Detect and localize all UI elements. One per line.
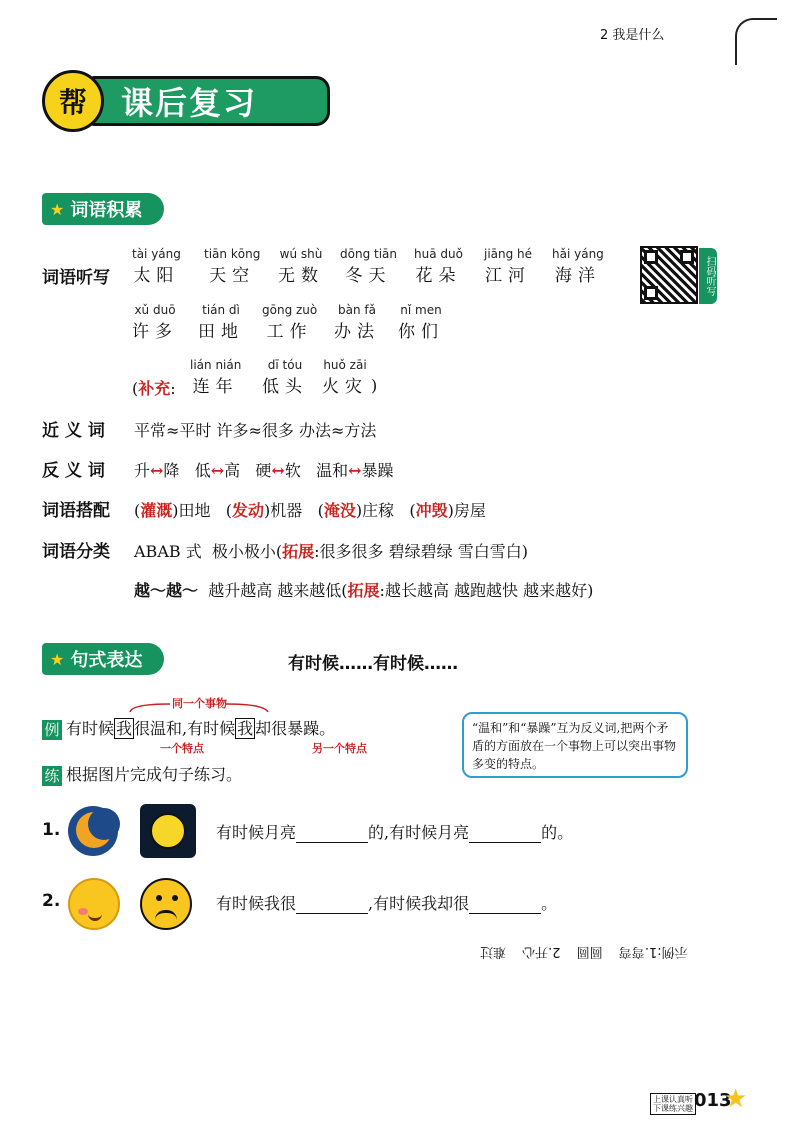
word-item: huǒ zāi 火灾 [322,358,368,397]
sentence-section-title: 句式表达 [70,650,143,671]
vocab-section-tag [42,193,164,225]
word-item: tián dì 田地 [198,303,244,342]
word-item: dī tóu 低头 [262,358,308,397]
answer-blank[interactable] [296,826,368,843]
page-number: 013 [694,1090,732,1111]
collocation-row: (灌溉)田地 (发动)机器 (淹没)庄稼 (冲毁)房屋 [134,501,486,520]
annotation-one-feature: 一个特点 [160,742,204,755]
star-mascot-icon: ★ [724,1084,748,1114]
sentence-pattern: 有时候……有时候…… [288,654,458,674]
word-item: xǔ duō 许多 [132,303,178,342]
note-bubble: “温和”和“暴躁”互为反义词,把两个矛盾的方面放在一个事物上可以突出事物多变的特点。 [462,712,688,778]
word-item: huā duǒ 花朵 [414,247,463,286]
supplement-open: (补充: [132,379,176,398]
star-icon: ★ [50,649,65,669]
practice-line: 练 根据图片完成句子练习。 [42,762,242,786]
crescent-moon-icon [68,806,118,856]
listening-label: 词语听写 [42,268,110,288]
chapter-title: 2 我是什么 [600,28,665,43]
collocation-label: 词语搭配 [42,501,110,521]
sad-face-icon [140,878,192,930]
word-item: bàn fǎ 办法 [334,303,380,342]
synonyms-label: 近 义 词 [42,421,105,441]
annotation-arrow [118,700,278,714]
full-moon-icon [140,804,196,858]
annotation-another-feature: 另一个特点 [312,742,367,755]
star-icon: ★ [50,199,65,219]
qr-tag: 扫码听写 [699,248,717,304]
synonyms-text: 平常≈平时 许多≈很多 办法≈方法 [134,421,377,440]
classification-abab-row: ABAB 式 极小极小(拓展:很多很多 碧绿碧绿 雪白雪白) [134,542,528,561]
question-2-number: 2. [42,891,61,911]
antonyms-row: 升↔降 低↔高 硬↔软 温和↔暴躁 [134,461,394,480]
footer-motto: 上课认真听 下课练兴趣 [650,1093,696,1115]
happy-face-icon [68,878,120,930]
answer-key: 示例:1.弯弯 圆圆 2.开心 难过 [480,944,688,959]
sentence-section-tag [42,643,164,675]
example-line: 例 有时候 我 很温和,有时候 我 却很暴躁。 [42,716,335,740]
answer-blank[interactable] [469,826,541,843]
question-2-text: 有时候我很 ,有时候我却很 。 [216,894,558,913]
word-item: tài yáng 太阳 [132,247,181,286]
page-corner-decoration [735,18,777,65]
antonyms-label: 反 义 词 [42,461,105,481]
word-item: gōng zuò 工作 [262,303,318,342]
example-icon: 例 [42,720,62,740]
answer-blank[interactable] [296,897,368,914]
classification-label: 词语分类 [42,542,110,562]
word-item: wú shù 无数 [278,247,324,286]
word-item: lián nián 连年 [190,358,242,397]
word-item: tiān kōng 天空 [204,247,261,286]
classification-yue-row: 越～越～ 越升越高 越来越低(拓展:越长越高 越跑越快 越来越好) [134,581,594,600]
lesson-banner [42,70,292,132]
vocab-section-title: 词语积累 [70,200,143,221]
qr-code-icon[interactable] [640,246,698,304]
supplement-label: 补充 [138,379,171,398]
question-1-number: 1. [42,820,61,840]
banner-title: 课后复习 [90,76,330,126]
word-item: nǐ men 你们 [398,303,444,342]
question-1-text: 有时候月亮 的,有时候月亮 的。 [216,823,574,842]
annotation-same-thing: 同一个事物 [172,697,227,710]
word-item: dōng tiān 冬天 [340,247,397,286]
supplement-close: ) [371,376,378,395]
banner-badge: 帮 [42,70,104,132]
practice-icon: 练 [42,766,62,786]
word-item: hǎi yáng 海洋 [552,247,604,286]
answer-blank[interactable] [469,897,541,914]
word-item: jiāng hé 江河 [484,247,533,286]
